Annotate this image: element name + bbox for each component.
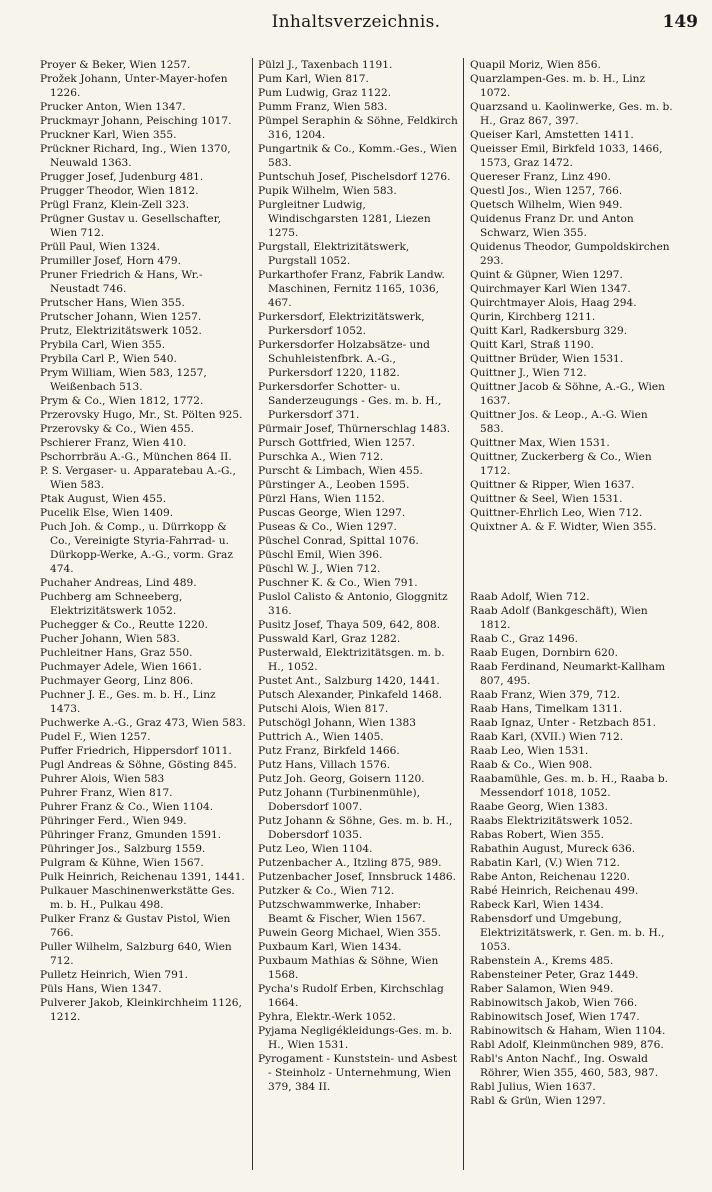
- index-entry: Puxbaum Mathias & Söhne, Wien 1568.: [258, 955, 439, 981]
- index-entry: Rabas Robert, Wien 355.: [470, 829, 605, 841]
- index-entry: Quittner Jacob & Söhne, A.-G., Wien 1637.: [470, 381, 666, 407]
- index-entry: Puchegger & Co., Reutte 1220.: [40, 619, 208, 631]
- index-entry: Proyer & Beker, Wien 1257.: [40, 59, 191, 71]
- index-entry: Purkarthofer Franz, Fabrik Landw. Maschinen, Fernitz 1165, 1036, 467.: [258, 269, 445, 309]
- index-entry: Pusitz Josef, Thaya 509, 642, 808.: [258, 619, 440, 631]
- index-entry: Raabs Elektrizitätswerk 1052.: [470, 815, 633, 827]
- index-entry: Puwein Georg Michael, Wien 355.: [258, 927, 442, 939]
- index-entry: Puttrich A., Wien 1405.: [258, 731, 384, 743]
- index-entry: Quittner & Ripper, Wien 1637.: [470, 479, 635, 491]
- index-entry: Prügner Gustav u. Gesellschafter, Wien 712.: [40, 213, 221, 239]
- index-entry: Quetsch Wilhelm, Wien 949.: [470, 199, 623, 211]
- index-entry: Raab Ferdinand, Neumarkt-Kallham 807, 495.: [470, 661, 665, 687]
- index-entry: Pruner Friedrich & Hans, Wr.-Neustadt 746.: [40, 269, 203, 295]
- index-entry: Purscht & Limbach, Wien 455.: [258, 465, 423, 477]
- index-entry: Quarzlampen-Ges. m. b. H., Linz 1072.: [470, 73, 646, 99]
- index-entry: Quint & Güpner, Wien 1297.: [470, 269, 623, 281]
- index-entry: Pum Ludwig, Graz 1122.: [258, 87, 392, 99]
- index-entry: Putz Leo, Wien 1104.: [258, 843, 373, 855]
- index-entry: Putschögl Johann, Wien 1383: [258, 717, 416, 729]
- index-entry: Raab & Co., Wien 908.: [470, 759, 593, 771]
- index-entry: Rabeck Karl, Wien 1434.: [470, 899, 604, 911]
- index-entry: Puchner J. E., Ges. m. b. H., Linz 1473.: [40, 689, 216, 715]
- index-entry: Rabl Julius, Wien 1637.: [470, 1081, 596, 1093]
- index-entry: Püls Hans, Wien 1347.: [40, 983, 162, 995]
- index-entry: Pugl Andreas & Söhne, Gösting 845.: [40, 759, 237, 771]
- index-entry: Quittner J., Wien 712.: [470, 367, 587, 379]
- index-entry: Pühringer Ferd., Wien 949.: [40, 815, 187, 827]
- index-entry: Pülzl J., Taxenbach 1191.: [258, 59, 393, 71]
- index-entry: Raabe Georg, Wien 1383.: [470, 801, 608, 813]
- index-entry: Purgleitner Ludwig, Windischgarsten 1281, Liezen 1275.: [258, 199, 431, 239]
- index-entry: Quidenus Theodor, Gumpoldskirchen 293.: [470, 241, 670, 267]
- index-entry: Pschierer Franz, Wien 410.: [40, 437, 187, 449]
- index-entry: Prugger Josef, Judenburg 481.: [40, 171, 204, 183]
- index-entry: Putz Johann (Turbinenmühle), Dobersdorf 1007.: [258, 787, 420, 813]
- index-entry: Putzker & Co., Wien 712.: [258, 885, 395, 897]
- index-entry: Rabl's Anton Nachf., Ing. Oswald Röhrer, Wien 355, 460, 583, 987.: [470, 1053, 659, 1079]
- index-entry: Pusterwald, Elektrizitätsgen. m. b. H., 1052.: [258, 647, 445, 673]
- index-entry: Quitt Karl, Straß 1190.: [470, 339, 594, 351]
- index-entry: Quidenus Franz Dr. und Anton Schwarz, Wien 355.: [470, 213, 634, 239]
- index-entry: Pulletz Heinrich, Wien 791.: [40, 969, 189, 981]
- index-entry: Raabamühle, Ges. m. b. H., Raaba b. Messendorf 1018, 1052.: [470, 773, 669, 799]
- index-entry: Raab Ignaz, Unter - Retzbach 851.: [470, 717, 656, 729]
- index-entry: Pucelik Else, Wien 1409.: [40, 507, 174, 519]
- index-entry: Prybila Carl P., Wien 540.: [40, 353, 177, 365]
- index-entry: Prückner Richard, Ing., Wien 1370, Neuwald 1363.: [40, 143, 231, 169]
- index-column-1: [40, 58, 248, 1180]
- index-entry: Quitt Karl, Radkersburg 329.: [470, 325, 628, 337]
- index-entry: Rabinowitsch & Haham, Wien 1104.: [470, 1025, 666, 1037]
- index-entry: Raab Eugen, Dornbirn 620.: [470, 647, 618, 659]
- index-entry: Pulk Heinrich, Reichenau 1391, 1441.: [40, 871, 245, 883]
- index-entry: Putz Hans, Villach 1576.: [258, 759, 391, 771]
- index-entry: Rabathin August, Mureck 636.: [470, 843, 636, 855]
- index-entry: Ptak August, Wien 455.: [40, 493, 167, 505]
- index-entry: Quirchtmayer Alois, Haag 294.: [470, 297, 637, 309]
- index-entry: Puhrer Franz & Co., Wien 1104.: [40, 801, 214, 813]
- index-entry: Rabé Heinrich, Reichenau 499.: [470, 885, 639, 897]
- index-entry: Putsch Alexander, Pinkafeld 1468.: [258, 689, 443, 701]
- index-entry: Prumiller Josef, Horn 479.: [40, 255, 181, 267]
- index-entry: Purkersdorf, Elektrizitätswerk, Purkersdorf 1052.: [258, 311, 425, 337]
- index-entry: P. S. Vergaser- u. Apparatebau A.-G., Wien 583.: [40, 465, 236, 491]
- index-entry: Purschka A., Wien 712.: [258, 451, 384, 463]
- index-entry: Prutz, Elektrizitätswerk 1052.: [40, 325, 202, 337]
- index-entry: Putz Franz, Birkfeld 1466.: [258, 745, 400, 757]
- index-entry: Raab Karl, (XVII.) Wien 712.: [470, 731, 624, 743]
- index-column-3: [470, 58, 674, 1180]
- index-entry: Prucker Anton, Wien 1347.: [40, 101, 186, 113]
- page-title: Inhaltsverzeichnis.: [271, 12, 441, 32]
- index-entry: Puller Wilhelm, Salzburg 640, Wien 712.: [40, 941, 232, 967]
- index-entry: Prym William, Wien 583, 1257, Weißenbach 513.: [40, 367, 207, 393]
- index-entry: Puchmayer Adele, Wien 1661.: [40, 661, 202, 673]
- index-entry: Rabinowitsch Jakob, Wien 766.: [470, 997, 638, 1009]
- index-entry: Raab Hans, Timelkam 1311.: [470, 703, 623, 715]
- index-entry: Quittner, Zuckerberg & Co., Wien 1712.: [470, 451, 652, 477]
- index-entry: Pulgram & Kühne, Wien 1567.: [40, 857, 204, 869]
- index-entry: Püschl Emil, Wien 396.: [258, 549, 383, 561]
- index-entry: Rabenstein A., Krems 485.: [470, 955, 614, 967]
- index-entry: Quixtner A. & F. Widter, Wien 355.: [470, 521, 657, 533]
- index-entry: Puhrer Franz, Wien 817.: [40, 787, 173, 799]
- index-entry: Quapil Moriz, Wien 856.: [470, 59, 601, 71]
- index-entry: Prym & Co., Wien 1812, 1772.: [40, 395, 204, 407]
- index-entry: Quittner Jos. & Leop., A.-G. Wien 583.: [470, 409, 648, 435]
- index-entry: Püschel Conrad, Spittal 1076.: [258, 535, 419, 547]
- index-entry: Prybila Carl, Wien 355.: [40, 339, 166, 351]
- index-entry: Przerovsky Hugo, Mr., St. Pölten 925.: [40, 409, 243, 421]
- index-entry: Rabe Anton, Reichenau 1220.: [470, 871, 630, 883]
- index-entry: Pycha's Rudolf Erben, Kirchschlag 1664.: [258, 983, 444, 1009]
- index-entry: Pucher Johann, Wien 583.: [40, 633, 180, 645]
- index-entry: Raab Adolf, Wien 712.: [470, 591, 590, 603]
- index-entry: Quereser Franz, Linz 490.: [470, 171, 611, 183]
- index-entry: Pürstinger A., Leoben 1595.: [258, 479, 410, 491]
- index-entry: Quarzsand u. Kaolinwerke, Ges. m. b. H., Graz 867, 397.: [470, 101, 673, 127]
- index-entry: Pusswald Karl, Graz 1282.: [258, 633, 401, 645]
- index-entry: Questl Jos., Wien 1257, 766.: [470, 185, 623, 197]
- index-entry: Raab C., Graz 1496.: [470, 633, 578, 645]
- index-entry: Quittner & Seel, Wien 1531.: [470, 493, 623, 505]
- index-entry: Putz Johann & Söhne, Ges. m. b. H., Dobersdorf 1035.: [258, 815, 453, 841]
- index-entry: Putzschwammwerke, Inhaber: Beamt & Fischer, Wien 1567.: [258, 899, 426, 925]
- index-entry: Pumm Franz, Wien 583.: [258, 101, 388, 113]
- index-entry: Pyjama Negligékleidungs-Ges. m. b. H., Wien 1531.: [258, 1025, 453, 1051]
- index-entry: Raber Salamon, Wien 949.: [470, 983, 614, 995]
- index-entry: Puchleitner Hans, Graz 550.: [40, 647, 193, 659]
- index-entry: Purgstall, Elektrizitätswerk, Purgstall 1052.: [258, 241, 410, 267]
- index-entry: Puschner K. & Co., Wien 791.: [258, 577, 418, 589]
- index-entry: Püschl W. J., Wien 712.: [258, 563, 381, 575]
- index-entry: Rabinowitsch Josef, Wien 1747.: [470, 1011, 640, 1023]
- index-entry: Putzenbacher A., Itzling 875, 989.: [258, 857, 442, 869]
- index-entry: Pyrogament - Kunststein- und Asbest - Steinholz - Unternehmung, Wien 379, 384 II.: [258, 1053, 458, 1093]
- index-entry: Rabensdorf und Umgebung, Elektrizitätswerk, r. Gen. m. b. H., 1053.: [470, 913, 665, 953]
- index-entry: Puseas & Co., Wien 1297.: [258, 521, 397, 533]
- index-entry: Quittner Brüder, Wien 1531.: [470, 353, 624, 365]
- index-entry: Raab Franz, Wien 379, 712.: [470, 689, 620, 701]
- index-entry: Pühringer Franz, Gmunden 1591.: [40, 829, 222, 841]
- index-entry: Queisser Emil, Birkfeld 1033, 1466, 1573, Graz 1472.: [470, 143, 663, 169]
- index-entry: Pruckmayr Johann, Peisching 1017.: [40, 115, 232, 127]
- section-gap: [470, 534, 674, 590]
- index-entry: Putzenbacher Josef, Innsbruck 1486.: [258, 871, 457, 883]
- index-entry: Quittner-Ehrlich Leo, Wien 712.: [470, 507, 643, 519]
- index-entry: Puhrer Alois, Wien 583: [40, 773, 165, 785]
- index-entry: Puch Joh. & Comp., u. Dürrkopp & Co., Vereinigte Styria-Fahrrad- u. Dürkopp-Werke, A.-G., vorm. Graz 474.: [40, 521, 233, 575]
- index-entry: Prutscher Johann, Wien 1257.: [40, 311, 202, 323]
- index-entry: Rabensteiner Peter, Graz 1449.: [470, 969, 639, 981]
- index-entry: Pulverer Jakob, Kleinkirchheim 1126, 1212.: [40, 997, 242, 1023]
- index-entry: Putz Joh. Georg, Goisern 1120.: [258, 773, 425, 785]
- index-entry: Pursch Gottfried, Wien 1257.: [258, 437, 415, 449]
- index-entry: Rabl & Grün, Wien 1297.: [470, 1095, 606, 1107]
- index-entry: Pühringer Jos., Salzburg 1559.: [40, 843, 206, 855]
- index-entry: Prugger Theodor, Wien 1812.: [40, 185, 199, 197]
- index-entry: Purkersdorfer Schotter- u. Sanderzeugungs - Ges. m. b. H., Purkersdorf 371.: [258, 381, 442, 421]
- index-entry: Pulker Franz & Gustav Pistol, Wien 766.: [40, 913, 231, 939]
- index-entry: Raab Adolf (Bankgeschäft), Wien 1812.: [470, 605, 648, 631]
- index-entry: Pudel F., Wien 1257.: [40, 731, 151, 743]
- index-columns: [0, 58, 712, 1180]
- index-entry: Quirchmayer Karl Wien 1347.: [470, 283, 631, 295]
- index-entry: Puscas George, Wien 1297.: [258, 507, 406, 519]
- index-entry: Pungartnik & Co., Komm.-Ges., Wien 583.: [258, 143, 457, 169]
- index-entry: Puchberg am Schneeberg, Elektrizitätswerk 1052.: [40, 591, 183, 617]
- index-column-2: [258, 58, 458, 1180]
- index-entry: Pürmair Josef, Thürnerschlag 1483.: [258, 423, 451, 435]
- index-entry: Przerovsky & Co., Wien 455.: [40, 423, 195, 435]
- index-entry: Quittner Max, Wien 1531.: [470, 437, 610, 449]
- index-entry: Puchaher Andreas, Lind 489.: [40, 577, 197, 589]
- index-entry: Puchmayer Georg, Linz 806.: [40, 675, 194, 687]
- index-entry: Pustet Ant., Salzburg 1420, 1441.: [258, 675, 440, 687]
- index-entry: Puxbaum Karl, Wien 1434.: [258, 941, 402, 953]
- index-entry: Rabatin Karl, (V.) Wien 712.: [470, 857, 620, 869]
- index-entry: Pupik Wilhelm, Wien 583.: [258, 185, 397, 197]
- index-entry: Puffer Friedrich, Hippersdorf 1011.: [40, 745, 232, 757]
- index-entry: Prügl Franz, Klein-Zell 323.: [40, 199, 190, 211]
- index-entry: Pruckner Karl, Wien 355.: [40, 129, 177, 141]
- index-entry: Puntschuh Josef, Pischelsdorf 1276.: [258, 171, 451, 183]
- index-entry: Purkersdorfer Holzabsätze- und Schuhleistenfbrk. A.-G., Purkersdorf 1220, 1182.: [258, 339, 430, 379]
- index-entry: Rabl Adolf, Kleinmünchen 989, 876.: [470, 1039, 664, 1051]
- index-entry: Prutscher Hans, Wien 355.: [40, 297, 185, 309]
- index-entry: Raab Leo, Wien 1531.: [470, 745, 589, 757]
- index-entry: Puchwerke A.-G., Graz 473, Wien 583.: [40, 717, 246, 729]
- index-entry: Queiser Karl, Amstetten 1411.: [470, 129, 634, 141]
- page-number: 149: [662, 12, 698, 32]
- index-entry: Putschi Alois, Wien 817.: [258, 703, 389, 715]
- index-entry: Qurin, Kirchberg 1211.: [470, 311, 596, 323]
- index-entry: Pulkauer Maschinenwerkstätte Ges. m. b. H., Pulkau 498.: [40, 885, 235, 911]
- index-entry: Pürzl Hans, Wien 1152.: [258, 493, 385, 505]
- index-entry: Prüll Paul, Wien 1324.: [40, 241, 160, 253]
- index-entry: Pum Karl, Wien 817.: [258, 73, 369, 85]
- index-entry: Puslol Calisto & Antonio, Gloggnitz 316.: [258, 591, 448, 617]
- index-entry: Pümpel Seraphin & Söhne, Feldkirch 316, 1204.: [258, 115, 458, 141]
- index-entry: Pschorrbräu A.-G., München 864 II.: [40, 451, 232, 463]
- page-header: [0, 6, 712, 36]
- index-entry: Pyhra, Elektr.-Werk 1052.: [258, 1011, 396, 1023]
- index-entry: Prožek Johann, Unter-Mayer-hofen 1226.: [40, 73, 228, 99]
